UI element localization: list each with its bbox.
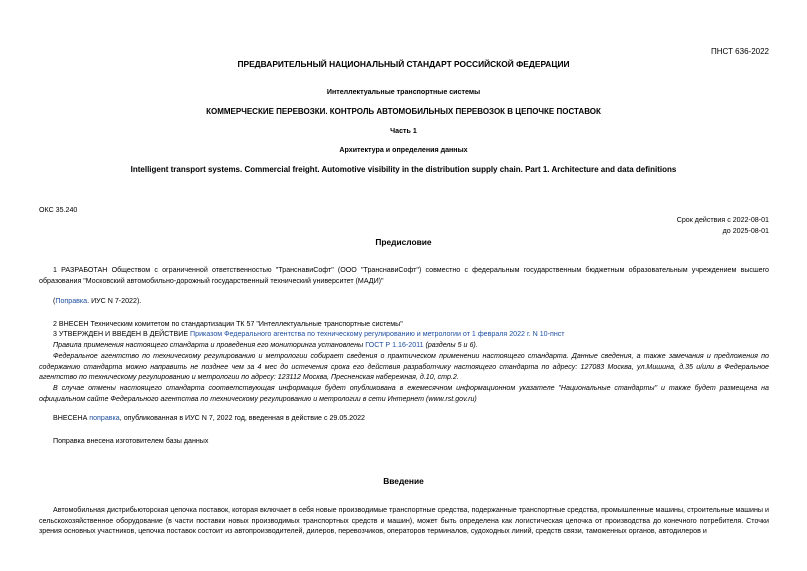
foreword-item-2: 2 ВНЕСЕН Техническим комитетом по стандартизации ТК 57 "Интеллектуальные транспортные системы": [53, 320, 403, 328]
amendment-reference: [53, 297, 141, 305]
part-label: Часть 1: [390, 127, 417, 135]
amendment-notice-text: ВНЕСЕНА: [53, 414, 90, 422]
amendment-notice: [53, 414, 365, 422]
rules-text: Правила применения настоящего стандарта и проведения его мониторинга установлены: [53, 341, 366, 349]
rules-rest: (разделы 5 и 6).: [423, 341, 478, 349]
validity-from: Срок действия с 2022-08-01: [676, 216, 769, 224]
foreword-item-1: 1 РАЗРАБОТАН Обществом с ограниченной ответственностью "ТранснавиСофт" (ООО "ТранснавиСофт") совместно с федеральным государственным бюджетным образовательным учреждением высшего образования "Московский автомобильно-дорожный государственный технический университет (МАДИ)": [39, 266, 769, 285]
oks-code: ОКС 35.240: [39, 206, 78, 214]
amendment-notice-link[interactable]: поправка: [89, 414, 120, 422]
amendment-note: Поправка внесена изготовителем базы данных: [53, 437, 209, 445]
series-title: Интеллектуальные транспортные системы: [326, 88, 481, 96]
english-title: Intelligent transport systems. Commercial freight. Automotive visibility in the distribution supply chain. Part 1. Architecture and data definitions: [130, 165, 677, 174]
introduction-paragraph: Автомобильная дистрибьюторская цепочка поставок, которая включает в себя новые производимые транспортные средства, подержанные транспортные средства, промышленные машины, строительные машины и сельскохозяйственное оборудование (в части поставки новых производимых транспортных средств и машин), может быть определена как логистическая цепочка от производства до конечного потребителя. Сточки зрения основных участников, цепочка поставок состоит из автопроизводителей, дилеров, перевозчиков, операторов терминалов, судоходных линий, средств связи, таможенных органов, автодилеров и: [39, 506, 769, 536]
gost-link[interactable]: ГОСТ Р 1.16-2011: [365, 341, 424, 349]
document-subtitle: Архитектура и определения данных: [339, 146, 468, 154]
introduction-heading: Введение: [383, 476, 424, 486]
foreword-item-3: [53, 330, 565, 338]
standard-type-heading: ПРЕДВАРИТЕЛЬНЫЙ НАЦИОНАЛЬНЫЙ СТАНДАРТ РОССИЙСКОЙ ФЕДЕРАЦИИ: [237, 59, 570, 69]
amendment-open-paren: (: [53, 297, 56, 305]
item-3-text: 3 УТВЕРЖДЕН И ВВЕДЕН В ДЕЙСТВИЕ: [53, 330, 191, 338]
foreword-heading: Предисловие: [375, 237, 432, 247]
rules-line: [53, 341, 478, 349]
amendment-notice-rest: , опубликованная в ИУС N 7, 2022 год, введенная в действие с 29.05.2022: [119, 414, 365, 422]
amendment-rest: . ИУС N 7-2022).: [87, 297, 142, 305]
order-link[interactable]: Приказом Федерального агентства по техническому регулированию и метрологии от 1 февраля 2022 г. N 10-пнст: [190, 330, 565, 338]
validity-to: до 2025-08-01: [722, 227, 769, 235]
cancellation-paragraph: В случае отмены настоящего стандарта соответствующая информация будет опубликована в ежемесячном информационном указателе "Национальные стандарты" и также будет размещена на официальном сайте Федерального агентства по техническому регулированию и метрологии в сети Интернет (www.rst.gov.ru): [39, 384, 769, 403]
document-title: КОММЕРЧЕСКИЕ ПЕРЕВОЗКИ. КОНТРОЛЬ АВТОМОБИЛЬНЫХ ПЕРЕВОЗОК В ЦЕПОЧКЕ ПОСТАВОК: [206, 107, 601, 116]
agency-paragraph: Федеральное агентство по техническому регулированию и метрологии собирает сведения о практическом применении настоящего стандарта. Данные сведения, а также замечания и предложения по содержанию стандарта можно направить не позднее чем за 4 мес до истечения срока его действия разработчику настоящего стандарта по адресу: 127083 Москва, ул.Мишина, д.35 и/или в Федеральное агентство по техническому регулированию и метрологии по адресу: 123112 Москва, Пресненская набережная, д.10, стр.2.: [39, 352, 769, 382]
amendment-link[interactable]: Поправка: [55, 297, 88, 305]
document-code: ПНСТ 636-2022: [711, 47, 769, 56]
